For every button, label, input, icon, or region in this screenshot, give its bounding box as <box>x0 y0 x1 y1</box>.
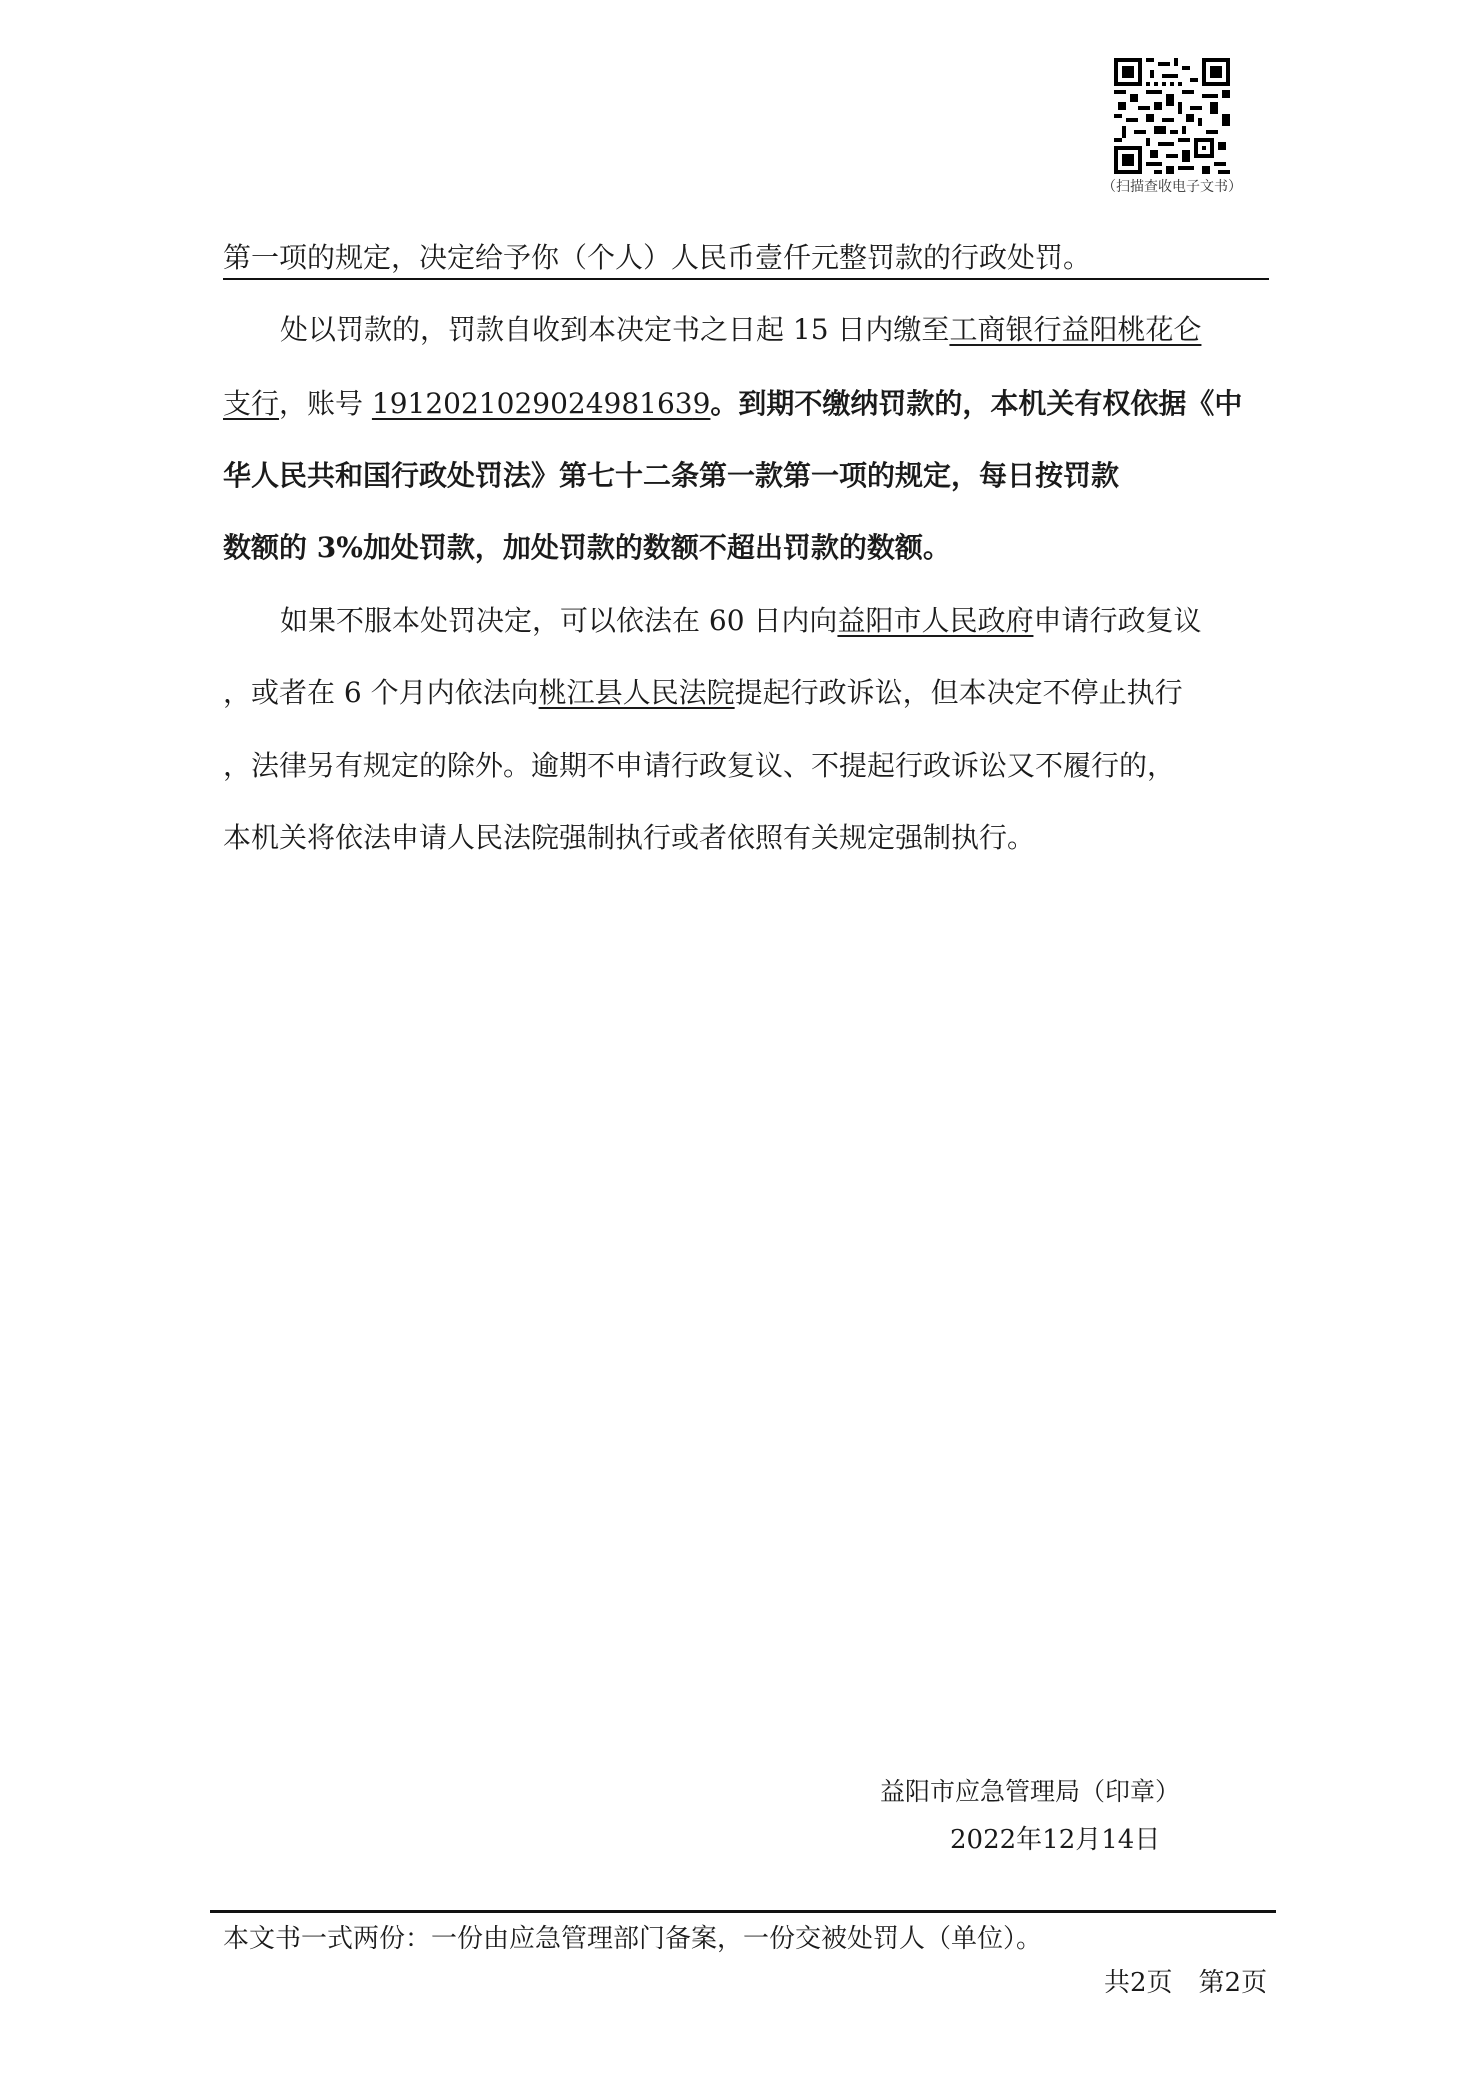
issue-date: 2022年12月14日 <box>950 1825 1161 1855</box>
review-authority: 益阳市人民政府 <box>837 604 1034 637</box>
issuing-authority: 益阳市应急管理局（印章） <box>880 1777 1181 1806</box>
appeal-line-4: 本机关将依法申请人民法院强制执行或者依照有关规定强制执行。 <box>223 821 1036 854</box>
footer-note: 本文书一式两份：一份由应急管理部门备案，一份交被处罚人（单位）。 <box>223 1924 1043 1954</box>
qr-caption: （扫描查收电子文书） <box>1102 179 1242 195</box>
footer-rule <box>210 1910 1276 1913</box>
qr-code <box>1114 58 1230 174</box>
payment-line-3: 华人民共和国行政处罚法》第七十二条第一款第一项的规定，每日按罚款 <box>223 459 1120 492</box>
appeal-line-2 <box>223 675 1263 711</box>
appeal-line-1 <box>280 603 1320 639</box>
overdue-text: 。到期不缴纳罚款的，本机关有权依据《中 <box>710 387 1243 420</box>
bank-name: 工商银行益阳桃花仑 <box>949 313 1202 346</box>
appeal-text-d: ，或者在 6 个月内依法向 <box>223 676 539 709</box>
appeal-text-c: 申请行政复议 <box>1033 604 1202 637</box>
account-number: 191202102902498163 <box>371 387 693 420</box>
appeal-line-3: ，法律另有规定的除外。逾期不申请行政复议、不提起行政诉讼又不履行的， <box>223 749 1176 782</box>
line-decision-tail <box>223 240 1263 276</box>
account-number-last-digit: 9 <box>692 387 711 420</box>
bank-branch: 支行 <box>223 387 280 420</box>
appeal-text-e: 提起行政诉讼，但本决定不停止执行 <box>734 676 1183 709</box>
decision-text: 第一项的规定，决定给予你（个人）人民币壹仟元整罚款的行政处罚。 <box>223 241 1092 274</box>
page-number: 共2页 第2页 <box>1104 1968 1268 1998</box>
account-label: ，账号 <box>279 387 372 420</box>
payment-text: 处以罚款的，罚款自收到本决定书之日起 15 日内缴至 <box>280 313 950 346</box>
payment-line-4: 数额的 3%加处罚款，加处罚款的数额不超出罚款的数额。 <box>223 531 951 564</box>
payment-line-2 <box>223 386 1263 422</box>
payment-line-1 <box>280 312 1320 348</box>
divider-rule <box>223 278 1269 280</box>
court-name: 桃江县人民法院 <box>538 676 735 709</box>
appeal-text-a: 如果不服本处罚决定，可以依法在 60 日内向 <box>280 604 838 637</box>
